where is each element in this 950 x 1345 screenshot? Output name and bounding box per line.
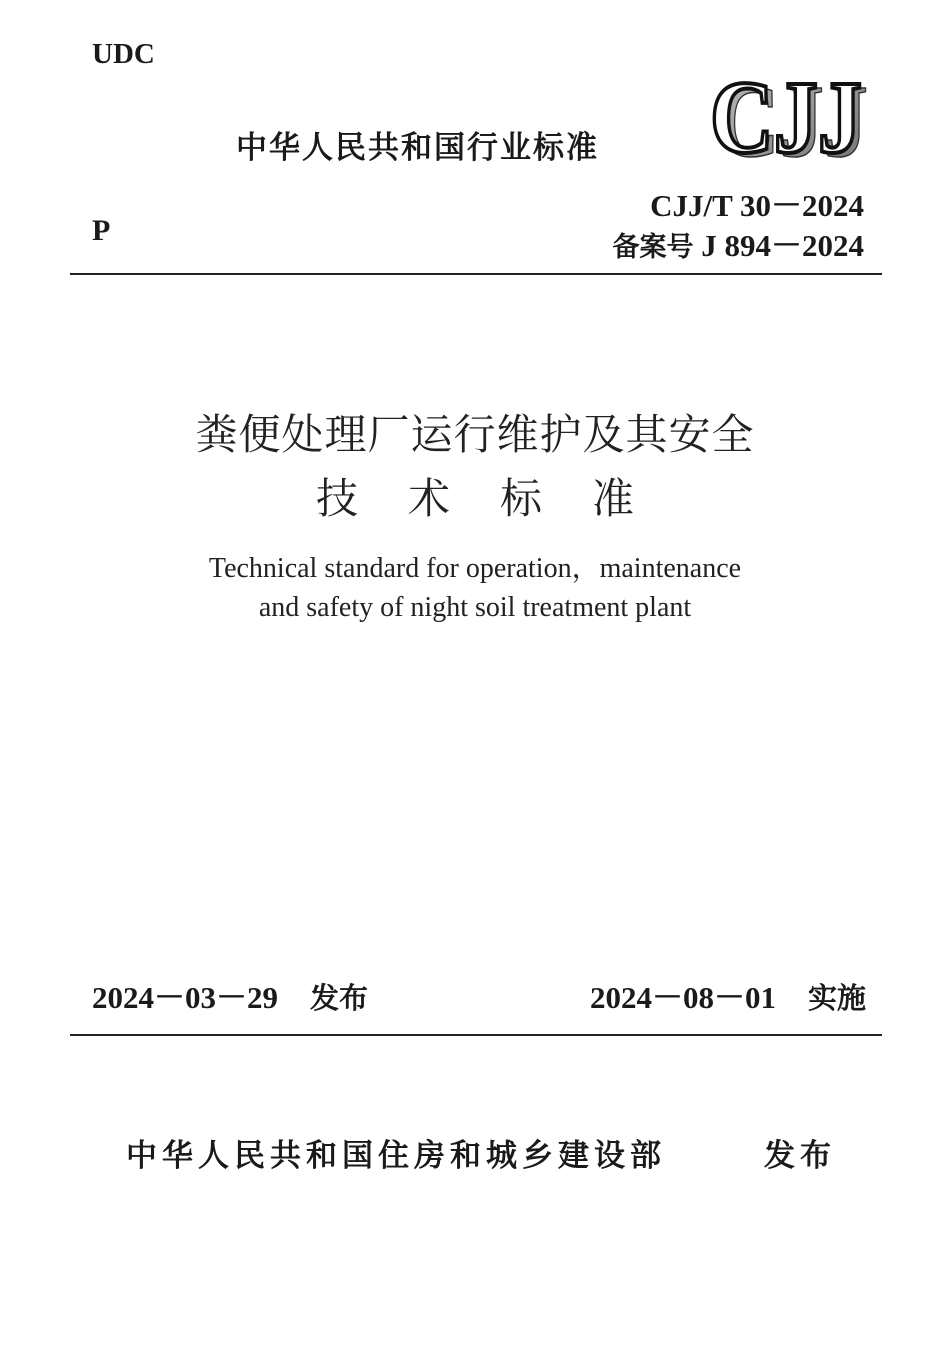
title-cn-line2: 技术标准 — [315, 474, 684, 523]
classification-code: P — [92, 214, 111, 247]
issue-date: 2024－03－29 — [92, 980, 278, 1015]
filing-number: J 894－2024 — [701, 228, 864, 263]
publisher-action: 发布 — [764, 1138, 836, 1174]
implement-label: 实施 — [807, 981, 866, 1015]
udc-label: UDC — [92, 38, 155, 70]
implement-date: 2024－08－01 — [589, 980, 776, 1015]
publisher-name: 中华人民共和国住房和城乡建设部 — [126, 1138, 666, 1174]
standard-number: CJJ/T 30－2024 — [650, 188, 864, 223]
title-en-line1: Technical standard for operation，maintenance — [208, 553, 742, 584]
issue-label: 发布 — [310, 981, 369, 1015]
implement-date-line — [590, 972, 866, 1017]
bottom-divider — [70, 1034, 882, 1036]
filing-label: 备案号 — [612, 232, 694, 263]
cjj-logo-shadow: CJJ — [716, 70, 868, 162]
issue-date-line — [92, 972, 368, 1017]
cjj-logo — [706, 70, 870, 162]
title-en-line2: and safety of night soil treatment plant — [258, 592, 692, 623]
top-divider — [70, 273, 882, 275]
cjj-logo-face: CJJ — [710, 70, 862, 162]
industry-standard-heading: 中华人民共和国行业标准 — [236, 130, 599, 166]
filing-number-line — [613, 220, 865, 265]
title-cn-line1: 粪便处理厂运行维护及其安全 — [195, 410, 755, 459]
